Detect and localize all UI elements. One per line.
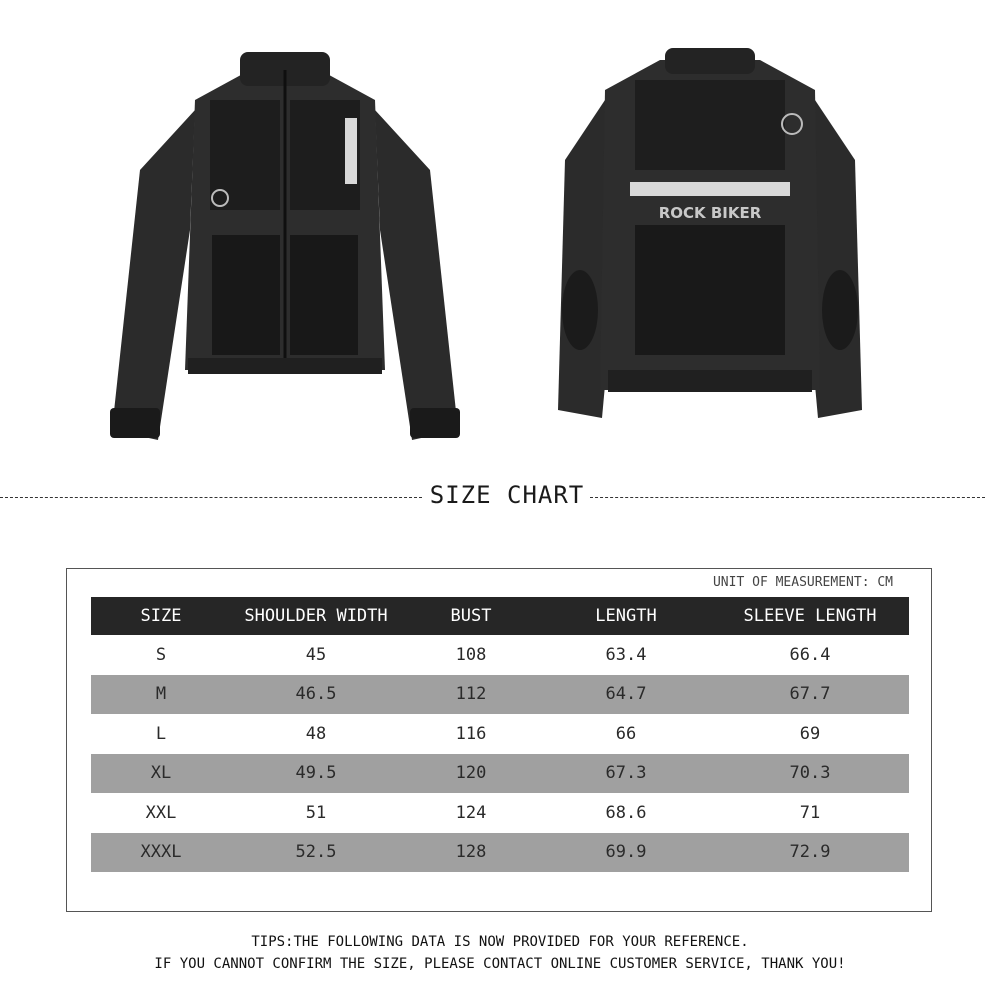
table-header-row [91,597,909,635]
header-bust: BUST [401,597,541,635]
table-row [91,754,909,794]
cell-length: 68.6 [605,802,647,823]
cell-sleeve-length: 67.7 [711,675,909,715]
cell-bust: 108 [455,644,487,665]
table-row [91,635,909,675]
cell-length: 67.3 [541,754,711,794]
cell-length: 63.4 [605,644,647,665]
cell-bust: 116 [455,723,487,744]
cell-sleeve-length: 70.3 [711,754,909,794]
cell-sleeve-length: 69 [799,723,821,744]
cell-size: XXL [145,802,177,823]
cell-length: 64.7 [541,675,711,715]
header-shoulder-width: SHOULDER WIDTH [231,597,401,635]
cell-size: L [155,723,167,744]
jacket-back-image [550,40,870,430]
cell-bust: 128 [401,833,541,873]
tips-line-1 [0,934,1000,950]
cell-bust: 120 [401,754,541,794]
tips-text-2: IF YOU CANNOT CONFIRM THE SIZE, PLEASE CONTACT ONLINE CUSTOMER SERVICE, THANK YOU! [154,956,846,972]
heading-divider-left [0,497,422,498]
tips-line-2 [0,956,1000,972]
cell-size: S [155,644,167,665]
cell-bust: 124 [455,802,487,823]
cell-size: XL [91,754,231,794]
jacket-front-image [100,40,470,450]
cell-shoulder-width: 52.5 [231,833,401,873]
size-chart-title: SIZE CHART [429,481,585,509]
tips-label: TIPS: [251,934,294,950]
header-size: SIZE [91,597,231,635]
size-chart-panel [66,568,932,912]
cell-sleeve-length: 71 [799,802,821,823]
table-row [91,793,909,833]
cell-shoulder-width: 51 [305,802,327,823]
cell-size: XXXL [91,833,231,873]
table-row [91,675,909,715]
cell-length: 66 [615,723,637,744]
cell-shoulder-width: 46.5 [231,675,401,715]
header-sleeve-length: SLEEVE LENGTH [711,597,909,635]
cell-bust: 112 [401,675,541,715]
back-logo-text: ROCK BIKER [658,204,762,222]
header-length: LENGTH [541,597,711,635]
cell-length: 69.9 [541,833,711,873]
cell-size: M [91,675,231,715]
cell-shoulder-width: 48 [305,723,327,744]
table-row [91,833,909,873]
cell-shoulder-width: 49.5 [231,754,401,794]
heading-divider-right [590,497,985,498]
cell-shoulder-width: 45 [305,644,327,665]
tips-text-1: THE FOLLOWING DATA IS NOW PROVIDED FOR YOUR REFERENCE. [293,934,749,950]
cell-sleeve-length: 66.4 [789,644,831,665]
cell-sleeve-length: 72.9 [711,833,909,873]
unit-note: UNIT OF MEASUREMENT: CM [712,575,893,590]
size-table [91,597,909,872]
table-row [91,714,909,754]
size-chart-heading-row [0,476,1000,520]
